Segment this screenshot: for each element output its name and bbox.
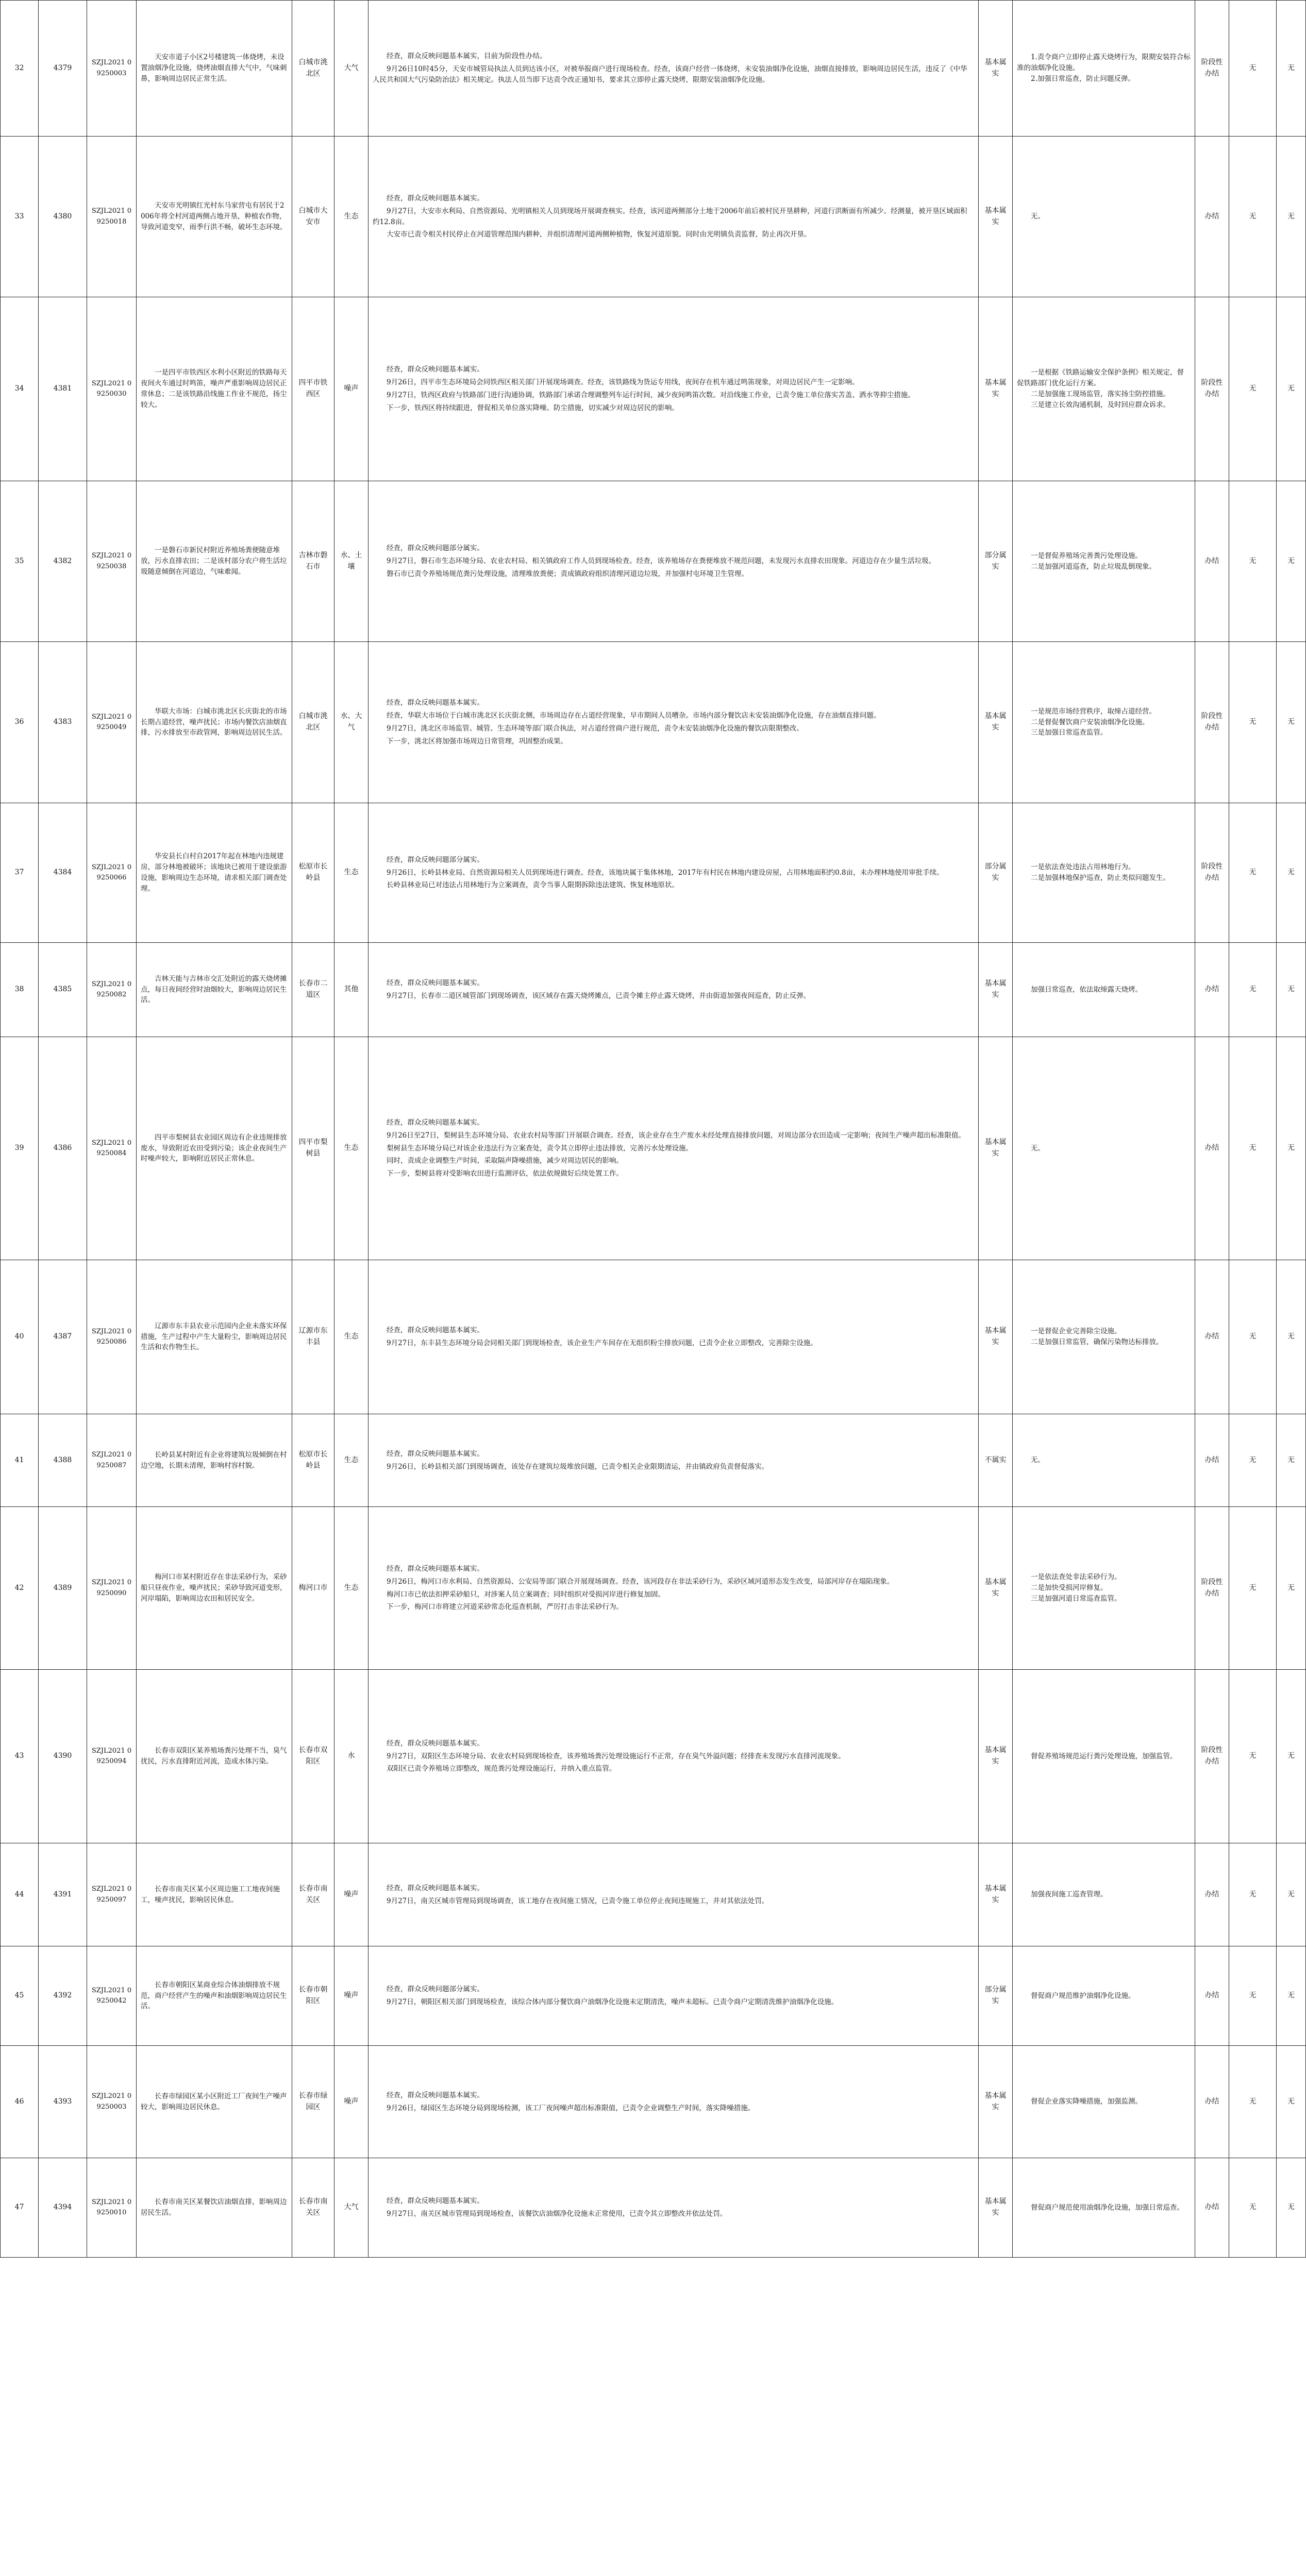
verdict: 基本属实 bbox=[979, 1670, 1013, 1843]
table-row bbox=[1, 2158, 1306, 2258]
completion-status: 办结 bbox=[1195, 1260, 1229, 1414]
row-number: 34 bbox=[1, 297, 39, 481]
investigation-paragraph: 9月26日10时45分，天安市城管局执法人员到达该小区，对被举报商户进行现场检查。经查，该商户经营一体烧烤，未安装油烟净化设施，油烟直接排放，影响周边居民生活，违反了《中华人民共和国大气污染防治法》相关规定。执法人员当即下达责令改正通知书，要求其立即停止露天烧烤，限期安装油烟净化设施。 bbox=[373, 65, 967, 84]
investigation-result bbox=[369, 481, 979, 642]
case-id: 4386 bbox=[39, 1037, 87, 1260]
follow-up: 无 bbox=[1277, 297, 1306, 481]
verdict: 基本属实 bbox=[979, 642, 1013, 803]
case-code: SZJL2021 09250082 bbox=[87, 943, 137, 1037]
rectification-paragraph: 一是规范市场经营秩序，取缔占道经营。 bbox=[1031, 707, 1156, 716]
accountability: 无 bbox=[1229, 1037, 1277, 1260]
complaint-text: 长春市南关区某小区周边施工工地夜间施工，噪声扰民，影响居民休息。 bbox=[141, 1885, 280, 1904]
investigation-paragraph: 9月26日至27日，梨树县生态环境分局、农业农村局等部门开展联合调查。经查，该企业存在生产废水未经处理直接排放问题，对周边部分农田造成一定影响；夜间生产噪声超出标准限值。 bbox=[387, 1131, 965, 1140]
investigation-paragraph: 经查，群众反映问题基本属实。 bbox=[387, 194, 484, 202]
complaint-content bbox=[137, 1670, 292, 1843]
case-code: SZJL2021 09250090 bbox=[87, 1507, 137, 1670]
verdict: 基本属实 bbox=[979, 1037, 1013, 1260]
accountability: 无 bbox=[1229, 137, 1277, 297]
case-id: 4387 bbox=[39, 1260, 87, 1414]
case-code: SZJL2021 09250030 bbox=[87, 297, 137, 481]
investigation-paragraph: 长岭县林业局已对违法占用林地行为立案调查，责令当事人限期拆除违法建筑、恢复林地原状。 bbox=[387, 881, 679, 890]
completion-status: 阶段性办结 bbox=[1195, 1507, 1229, 1670]
investigation-paragraph: 9月27日，大安市水利局、自然资源局、光明镇相关人员到现场开展调查核实。经查，该河道两侧部分土地于2006年前后被村民开垦耕种，河道行洪断面有所减少。经测量，被开垦区域面积约12.8亩。 bbox=[373, 207, 967, 226]
table-row bbox=[1, 297, 1306, 481]
complaint-text: 辽源市东丰县农业示范园内企业未落实环保措施，生产过程中产生大量粉尘，影响周边居民生活和农作物生长。 bbox=[141, 1321, 287, 1352]
complaint-content bbox=[137, 2046, 292, 2158]
case-code: SZJL2021 09250018 bbox=[87, 137, 137, 297]
administrative-area: 吉林市磐石市 bbox=[292, 481, 334, 642]
complaint-text: 四平市梨树县农业园区周边有企业违规排放废水，导致附近农田受到污染；该企业夜间生产时噪声较大，影响附近居民正常休息。 bbox=[141, 1133, 287, 1163]
investigation-paragraph: 9月26日，长岭县相关部门到现场调查，该处存在建筑垃圾堆放问题，已责令相关企业限期清运，并由镇政府负责督促落实。 bbox=[387, 1462, 769, 1471]
case-id: 4392 bbox=[39, 1946, 87, 2046]
investigation-paragraph: 经查，群众反映问题基本属实。 bbox=[387, 365, 484, 374]
table-row bbox=[1, 1037, 1306, 1260]
row-number: 44 bbox=[1, 1843, 39, 1946]
follow-up: 无 bbox=[1277, 481, 1306, 642]
verdict: 基本属实 bbox=[979, 2046, 1013, 2158]
investigation-paragraph: 梨树县生态环境分局已对该企业违法行为立案查处，责令其立即停止违法排放，完善污水处理设施。 bbox=[387, 1144, 693, 1153]
complaint-content bbox=[137, 642, 292, 803]
complaint-text: 长春市双阳区某养殖场粪污处理不当，臭气扰民，污水直排附近河流，造成水体污染。 bbox=[141, 1747, 287, 1766]
verdict: 基本属实 bbox=[979, 1507, 1013, 1670]
table-row bbox=[1, 943, 1306, 1037]
investigation-paragraph: 经查，群众反映问题基本属实。 bbox=[387, 1326, 484, 1335]
complaint-content bbox=[137, 1946, 292, 2046]
investigation-paragraph: 下一步，洮北区将加强市场周边日常管理，巩固整治成果。 bbox=[387, 737, 567, 745]
investigation-result bbox=[369, 943, 979, 1037]
table-row bbox=[1, 1414, 1306, 1507]
investigation-paragraph: 经查，群众反映问题基本属实。 bbox=[387, 1739, 484, 1748]
administrative-area: 白城市洮北区 bbox=[292, 642, 334, 803]
verdict: 基本属实 bbox=[979, 2158, 1013, 2258]
case-id: 4388 bbox=[39, 1414, 87, 1507]
investigation-paragraph: 双阳区已责令养殖场立即整改，规范粪污处理设施运行，并纳入重点监管。 bbox=[387, 1765, 616, 1773]
accountability: 无 bbox=[1229, 1, 1277, 137]
follow-up: 无 bbox=[1277, 1843, 1306, 1946]
rectification-paragraph: 三是建立长效沟通机制，及时回应群众诉求。 bbox=[1031, 400, 1170, 409]
investigation-paragraph: 大安市已责令相关村民停止在河道管理范围内耕种，并组织清理河道两侧种植物，恢复河道原貌。同时由光明镇负责监督，防止再次开垦。 bbox=[387, 230, 811, 239]
follow-up: 无 bbox=[1277, 1260, 1306, 1414]
rectification-paragraph: 一是依法查处违法占用林地行为。 bbox=[1031, 863, 1135, 872]
investigation-paragraph: 9月27日，南关区城市管理局到现场检查，该餐饮店油烟净化设施未正常使用，已责令其立即整改并依法处罚。 bbox=[387, 2210, 727, 2218]
rectification-measures bbox=[1013, 297, 1195, 481]
table-row bbox=[1, 137, 1306, 297]
complaint-text: 吉林天能与吉林市交汇处附近的露天烧烤摊点，每日夜间经营时油烟较大，影响周边居民生活。 bbox=[141, 974, 287, 1005]
rectification-paragraph: 督促商户规范维护油烟净化设施。 bbox=[1031, 1991, 1135, 2000]
rectification-paragraph: 一是督促养殖场完善粪污处理设施。 bbox=[1031, 551, 1142, 560]
complaint-content bbox=[137, 2158, 292, 2258]
complaint-text: 天安市道子小区2号楼建筑一体烧烤，未设置油烟净化设施，烧烤油烟直排大气中，气味刺鼻，影响周边居民正常生活。 bbox=[141, 53, 287, 83]
pollution-type: 生态 bbox=[334, 137, 369, 297]
row-number: 46 bbox=[1, 2046, 39, 2158]
rectification-measures bbox=[1013, 2046, 1195, 2158]
table-row bbox=[1, 1507, 1306, 1670]
investigation-result bbox=[369, 1414, 979, 1507]
complaint-text: 一是四平市铁西区水利小区附近的铁路每天夜间火车通过时鸣笛，噪声严重影响周边居民正常休息；二是该铁路沿线施工作业不规范，扬尘较大。 bbox=[141, 368, 287, 409]
investigation-paragraph: 经查，群众反映问题部分属实。 bbox=[387, 544, 484, 553]
administrative-area: 梅河口市 bbox=[292, 1507, 334, 1670]
case-id: 4393 bbox=[39, 2046, 87, 2158]
investigation-paragraph: 9月26日，梅河口市水利局、自然资源局、公安局等部门联合开展现场调查。经查，该河段存在非法采砂行为，采砂区域河道形态发生改变，局部河岸存在塌陷现象。 bbox=[387, 1577, 894, 1586]
case-code: SZJL2021 09250010 bbox=[87, 2158, 137, 2258]
row-number: 35 bbox=[1, 481, 39, 642]
complaint-content bbox=[137, 1414, 292, 1507]
rectification-measures bbox=[1013, 2158, 1195, 2258]
investigation-paragraph: 磐石市已责令养殖场规范粪污处理设施，清理堆放粪便；责成镇政府组织清理河道边垃圾，并加强村屯环境卫生管理。 bbox=[387, 569, 748, 578]
investigation-paragraph: 9月27日，洮北区市场监管、城管、生态环境等部门联合执法，对占道经营商户进行规范，责令未安装油烟净化设施的餐饮店限期整改。 bbox=[387, 724, 803, 733]
investigation-result bbox=[369, 297, 979, 481]
accountability: 无 bbox=[1229, 2158, 1277, 2258]
investigation-result bbox=[369, 1507, 979, 1670]
pollution-type: 生态 bbox=[334, 1260, 369, 1414]
follow-up: 无 bbox=[1277, 803, 1306, 943]
complaint-text: 长春市朝阳区某商业综合体油烟排放不规范，商户经营产生的噪声和油烟影响周边居民生活。 bbox=[141, 1980, 287, 2011]
verdict: 基本属实 bbox=[979, 297, 1013, 481]
row-number: 45 bbox=[1, 1946, 39, 2046]
rectification-measures bbox=[1013, 1414, 1195, 1507]
complaint-text: 长岭县某村附近有企业将建筑垃圾倾倒在村边空地，长期未清理，影响村容村貌。 bbox=[141, 1450, 287, 1470]
row-number: 47 bbox=[1, 2158, 39, 2258]
completion-status: 办结 bbox=[1195, 2158, 1229, 2258]
complaint-content bbox=[137, 481, 292, 642]
complaint-text: 长春市南关区某餐饮店油烟直排，影响周边居民生活。 bbox=[141, 2198, 287, 2217]
administrative-area: 四平市梨树县 bbox=[292, 1037, 334, 1260]
rectification-paragraph: 一是督促企业完善除尘设施。 bbox=[1031, 1327, 1121, 1336]
investigation-paragraph: 经查，群众反映问题基本属实。 bbox=[387, 1449, 484, 1458]
completion-status: 办结 bbox=[1195, 1843, 1229, 1946]
rectification-measures bbox=[1013, 1507, 1195, 1670]
completion-status: 办结 bbox=[1195, 481, 1229, 642]
row-number: 40 bbox=[1, 1260, 39, 1414]
case-id: 4390 bbox=[39, 1670, 87, 1843]
follow-up: 无 bbox=[1277, 1507, 1306, 1670]
verdict: 部分属实 bbox=[979, 1946, 1013, 2046]
administrative-area: 四平市铁西区 bbox=[292, 297, 334, 481]
investigation-result bbox=[369, 1, 979, 137]
case-id: 4382 bbox=[39, 481, 87, 642]
follow-up: 无 bbox=[1277, 2046, 1306, 2158]
pollution-type: 生态 bbox=[334, 1037, 369, 1260]
table-row bbox=[1, 642, 1306, 803]
rectification-measures bbox=[1013, 1037, 1195, 1260]
investigation-paragraph: 9月27日，铁西区政府与铁路部门进行沟通协调，铁路部门承诺合理调整列车运行时间，减少夜间鸣笛次数。对沿线施工作业，已责令施工单位落实苫盖、洒水等抑尘措施。 bbox=[387, 391, 915, 399]
case-code: SZJL2021 09250066 bbox=[87, 803, 137, 943]
table-row bbox=[1, 2046, 1306, 2158]
case-id: 4380 bbox=[39, 137, 87, 297]
accountability: 无 bbox=[1229, 1843, 1277, 1946]
completion-status: 办结 bbox=[1195, 1414, 1229, 1507]
administrative-area: 长春市双阳区 bbox=[292, 1670, 334, 1843]
investigation-paragraph: 梅河口市已依法扣押采砂船只，对涉案人员立案调查；同时组织对受损河岸进行修复加固。 bbox=[387, 1590, 665, 1599]
table-row bbox=[1, 1670, 1306, 1843]
investigation-paragraph: 9月26日，长岭县林业局、自然资源局相关人员到现场进行调查。经查，该地块属于集体林地，2017年有村民在林地内建设房屋，占用林地面积约0.8亩，未办理林地使用审批手续。 bbox=[387, 868, 944, 877]
case-code: SZJL2021 09250086 bbox=[87, 1260, 137, 1414]
rectification-paragraph: 无。 bbox=[1031, 1456, 1045, 1465]
rectification-paragraph: 二是加强河道巡查，防止垃圾乱倒现象。 bbox=[1031, 562, 1156, 571]
pollution-type: 噪声 bbox=[334, 1843, 369, 1946]
case-id: 4384 bbox=[39, 803, 87, 943]
pollution-type: 水、大气 bbox=[334, 642, 369, 803]
follow-up: 无 bbox=[1277, 1414, 1306, 1507]
pollution-type: 水、土壤 bbox=[334, 481, 369, 642]
complaint-text: 梅河口市某村附近存在非法采砂行为，采砂船只昼夜作业，噪声扰民；采砂导致河道变形，河岸塌陷，影响周边农田和居民安全。 bbox=[141, 1573, 287, 1603]
complaint-content bbox=[137, 1260, 292, 1414]
case-id: 4383 bbox=[39, 642, 87, 803]
rectification-measures bbox=[1013, 1260, 1195, 1414]
pollution-type: 噪声 bbox=[334, 2046, 369, 2158]
administrative-area: 长春市绿园区 bbox=[292, 2046, 334, 2158]
pollution-type: 生态 bbox=[334, 1507, 369, 1670]
table-row bbox=[1, 1260, 1306, 1414]
rectification-measures bbox=[1013, 481, 1195, 642]
investigation-paragraph: 9月27日，双阳区生态环境分局、农业农村局到现场检查，该养殖场粪污处理设施运行不正常，存在臭气外溢问题；经排查未发现污水直排河流现象。 bbox=[387, 1752, 845, 1760]
verdict: 部分属实 bbox=[979, 481, 1013, 642]
verdict: 基本属实 bbox=[979, 1843, 1013, 1946]
table-row bbox=[1, 1843, 1306, 1946]
investigation-result bbox=[369, 642, 979, 803]
investigation-result bbox=[369, 1946, 979, 2046]
row-number: 33 bbox=[1, 137, 39, 297]
case-code: SZJL2021 09250084 bbox=[87, 1037, 137, 1260]
administrative-area: 白城市洮北区 bbox=[292, 1, 334, 137]
case-code: SZJL2021 09250038 bbox=[87, 481, 137, 642]
investigation-paragraph: 经查，群众反映问题基本属实。 bbox=[387, 1884, 484, 1892]
investigation-result bbox=[369, 2046, 979, 2158]
rectification-paragraph: 二是加强林地保护巡查，防止类似问题发生。 bbox=[1031, 874, 1170, 882]
investigation-paragraph: 9月26日，绿园区生态环境分局到现场检测，该工厂夜间噪声超出标准限值，已责令企业调整生产时间，落实降噪措施。 bbox=[387, 2104, 755, 2112]
complaint-content bbox=[137, 1, 292, 137]
rectification-measures bbox=[1013, 1946, 1195, 2046]
rectification-paragraph: 二是加快受损河岸修复。 bbox=[1031, 1584, 1108, 1592]
investigation-paragraph: 9月27日，朝阳区相关部门到现场检查，该综合体内部分餐饮商户油烟净化设施未定期清洗，噪声未超标。已责令商户定期清洗维护油烟净化设施。 bbox=[387, 1998, 839, 2006]
accountability: 无 bbox=[1229, 2046, 1277, 2158]
rectification-measures bbox=[1013, 1670, 1195, 1843]
accountability: 无 bbox=[1229, 1670, 1277, 1843]
administrative-area: 白城市大安市 bbox=[292, 137, 334, 297]
case-code: SZJL2021 09250049 bbox=[87, 642, 137, 803]
table-row bbox=[1, 1, 1306, 137]
verdict: 不属实 bbox=[979, 1414, 1013, 1507]
row-number: 43 bbox=[1, 1670, 39, 1843]
investigation-result bbox=[369, 1843, 979, 1946]
accountability: 无 bbox=[1229, 297, 1277, 481]
investigation-paragraph: 经查，群众反映问题基本属实。 bbox=[387, 2197, 484, 2206]
rectification-paragraph: 一是根据《铁路运输安全保护条例》相关规定，督促铁路部门优化运行方案。 bbox=[1017, 368, 1184, 388]
investigation-paragraph: 9月26日，四平市生态环境局会同铁西区相关部门开展现场调查。经查，该铁路线为货运专用线，夜间存在机车通过鸣笛现象，对周边居民产生一定影响。 bbox=[387, 378, 859, 387]
row-number: 41 bbox=[1, 1414, 39, 1507]
complaint-text: 华联大市场：白城市洮北区长庆街北的市场长期占道经营，噪声扰民；市场内餐饮店油烟直排，污水排放至市政管网，影响周边居民生活。 bbox=[141, 707, 287, 737]
completion-status: 阶段性办结 bbox=[1195, 642, 1229, 803]
rectification-paragraph: 督促商户规范使用油烟净化设施，加强日常巡查。 bbox=[1031, 2203, 1184, 2212]
completion-status: 阶段性办结 bbox=[1195, 297, 1229, 481]
investigation-result bbox=[369, 803, 979, 943]
case-id: 4385 bbox=[39, 943, 87, 1037]
investigation-paragraph: 9月27日，南关区城市管理局到现场调查，该工地存在夜间施工情况，已责令施工单位停止夜间违规施工，并对其依法处罚。 bbox=[387, 1896, 769, 1905]
verdict: 基本属实 bbox=[979, 137, 1013, 297]
investigation-result bbox=[369, 1670, 979, 1843]
rectification-measures bbox=[1013, 137, 1195, 297]
administrative-area: 长春市二道区 bbox=[292, 943, 334, 1037]
rectification-paragraph: 一是依法查处非法采砂行为。 bbox=[1031, 1573, 1121, 1582]
pollution-type: 噪声 bbox=[334, 297, 369, 481]
case-code: SZJL2021 09250003 bbox=[87, 1, 137, 137]
rectification-measures bbox=[1013, 943, 1195, 1037]
table-row bbox=[1, 803, 1306, 943]
completion-status: 办结 bbox=[1195, 2046, 1229, 2158]
rectification-paragraph: 1.责令商户立即停止露天烧烤行为，限期安装符合标准的油烟净化设施。 bbox=[1017, 53, 1191, 73]
verdict: 基本属实 bbox=[979, 1260, 1013, 1414]
pollution-type: 大气 bbox=[334, 1, 369, 137]
rectification-paragraph: 加强日常巡查，依法取缔露天烧烤。 bbox=[1031, 985, 1142, 994]
rectification-measures bbox=[1013, 803, 1195, 943]
row-number: 38 bbox=[1, 943, 39, 1037]
case-code: SZJL2021 09250094 bbox=[87, 1670, 137, 1843]
case-id: 4394 bbox=[39, 2158, 87, 2258]
rectification-measures bbox=[1013, 1843, 1195, 1946]
complaint-content bbox=[137, 943, 292, 1037]
pollution-type: 生态 bbox=[334, 1414, 369, 1507]
case-id: 4389 bbox=[39, 1507, 87, 1670]
row-number: 42 bbox=[1, 1507, 39, 1670]
rectification-paragraph: 二是加强施工现场监管，落实扬尘防控措施。 bbox=[1031, 390, 1170, 398]
accountability: 无 bbox=[1229, 481, 1277, 642]
investigation-paragraph: 9月27日，东丰县生态环境分局会同相关部门到现场检查，该企业生产车间存在无组织粉尘排放问题，已责令企业立即整改，完善除尘设施。 bbox=[387, 1339, 817, 1347]
pollution-type: 生态 bbox=[334, 803, 369, 943]
accountability: 无 bbox=[1229, 1260, 1277, 1414]
investigation-paragraph: 经查，群众反映问题基本属实。 bbox=[387, 2091, 484, 2099]
rectification-paragraph: 二是加强日常监管，确保污染物达标排放。 bbox=[1031, 1338, 1163, 1346]
row-number: 37 bbox=[1, 803, 39, 943]
rectification-measures bbox=[1013, 1, 1195, 137]
case-id: 4379 bbox=[39, 1, 87, 137]
investigation-paragraph: 经查，群众反映问题部分属实。 bbox=[387, 1985, 484, 1994]
completion-status: 阶段性办结 bbox=[1195, 1670, 1229, 1843]
table-row bbox=[1, 1946, 1306, 2046]
pollution-type: 大气 bbox=[334, 2158, 369, 2258]
complaint-content bbox=[137, 803, 292, 943]
table-body bbox=[1, 1, 1306, 2258]
follow-up: 无 bbox=[1277, 1946, 1306, 2046]
row-number: 36 bbox=[1, 642, 39, 803]
case-code: SZJL2021 09250087 bbox=[87, 1414, 137, 1507]
complaint-text: 一是磐石市新民村附近养殖场粪便随意堆放，污水直排农田；二是该村部分农户将生活垃圾随意倾倒在河道边，气味难闻。 bbox=[141, 546, 287, 576]
administrative-area: 长春市朝阳区 bbox=[292, 1946, 334, 2046]
follow-up: 无 bbox=[1277, 1037, 1306, 1260]
table-row bbox=[1, 481, 1306, 642]
complaint-content bbox=[137, 297, 292, 481]
accountability: 无 bbox=[1229, 803, 1277, 943]
investigation-paragraph: 经查，群众反映问题基本属实。 bbox=[387, 1564, 484, 1573]
investigation-paragraph: 经查，群众反映问题基本属实，目前为阶段性办结。 bbox=[387, 52, 547, 61]
complaint-content bbox=[137, 1507, 292, 1670]
case-code: SZJL2021 09250003 bbox=[87, 2046, 137, 2158]
rectification-paragraph: 二是督促餐饮商户安装油烟净化设施。 bbox=[1031, 718, 1149, 726]
rectification-paragraph: 2.加强日常巡查，防止问题反弹。 bbox=[1031, 74, 1135, 83]
rectification-paragraph: 三是加强日常巡查监管。 bbox=[1031, 728, 1108, 737]
completion-status: 办结 bbox=[1195, 137, 1229, 297]
pollution-type: 噪声 bbox=[334, 1946, 369, 2046]
accountability: 无 bbox=[1229, 1946, 1277, 2046]
follow-up: 无 bbox=[1277, 2158, 1306, 2258]
case-code: SZJL2021 09250097 bbox=[87, 1843, 137, 1946]
complaint-text: 长春市绿园区某小区附近工厂夜间生产噪声较大，影响周边居民休息。 bbox=[141, 2092, 287, 2111]
investigation-paragraph: 下一步，梨树县将对受影响农田进行监测评估，依法依规做好后续处置工作。 bbox=[387, 1170, 623, 1178]
rectification-measures bbox=[1013, 642, 1195, 803]
rectification-paragraph: 三是加强河道日常巡查监管。 bbox=[1031, 1594, 1121, 1603]
investigation-paragraph: 经查，群众反映问题基本属实。 bbox=[387, 979, 484, 988]
accountability: 无 bbox=[1229, 1507, 1277, 1670]
investigation-paragraph: 经查，群众反映问题基本属实。 bbox=[387, 1118, 484, 1127]
accountability: 无 bbox=[1229, 1414, 1277, 1507]
investigation-paragraph: 经查，群众反映问题基本属实。 bbox=[387, 699, 484, 707]
completion-status: 办结 bbox=[1195, 943, 1229, 1037]
case-code: SZJL2021 09250042 bbox=[87, 1946, 137, 2046]
completion-status: 办结 bbox=[1195, 1946, 1229, 2046]
rectification-paragraph: 督促养殖场规范运行粪污处理设施，加强监管。 bbox=[1031, 1752, 1177, 1760]
administrative-area: 长春市南关区 bbox=[292, 1843, 334, 1946]
verdict: 基本属实 bbox=[979, 943, 1013, 1037]
accountability: 无 bbox=[1229, 642, 1277, 803]
administrative-area: 辽源市东丰县 bbox=[292, 1260, 334, 1414]
completion-status: 阶段性办结 bbox=[1195, 803, 1229, 943]
investigation-paragraph: 经查，华联大市场位于白城市洮北区长庆街北侧，市场周边存在占道经营现象，早市期间人员嘈杂。市场内部分餐饮店未安装油烟净化设施，存在油烟直排问题。 bbox=[387, 711, 881, 720]
follow-up: 无 bbox=[1277, 1, 1306, 137]
completion-status: 办结 bbox=[1195, 1037, 1229, 1260]
administrative-area: 松原市长岭县 bbox=[292, 1414, 334, 1507]
investigation-paragraph: 9月27日，长春市二道区城管部门到现场调查，该区域存在露天烧烤摊点，已责令摊主停止露天烧烤，并由街道加强夜间巡查，防止反弹。 bbox=[387, 992, 811, 1000]
case-id: 4391 bbox=[39, 1843, 87, 1946]
verdict: 部分属实 bbox=[979, 803, 1013, 943]
investigation-result bbox=[369, 1037, 979, 1260]
accountability: 无 bbox=[1229, 943, 1277, 1037]
pollution-type: 其他 bbox=[334, 943, 369, 1037]
investigation-paragraph: 同时，责成企业调整生产时间，采取隔声降噪措施，减少对周边居民的影响。 bbox=[387, 1157, 623, 1165]
follow-up: 无 bbox=[1277, 642, 1306, 803]
complaint-content bbox=[137, 137, 292, 297]
rectification-paragraph: 无。 bbox=[1031, 1144, 1045, 1153]
investigation-paragraph: 下一步，铁西区将持续跟进，督促相关单位落实降噪、防尘措施，切实减少对周边居民的影响。 bbox=[387, 403, 679, 412]
completion-status: 阶段性办结 bbox=[1195, 1, 1229, 137]
investigation-paragraph: 经查，群众反映问题部分属实。 bbox=[387, 855, 484, 864]
investigation-result bbox=[369, 137, 979, 297]
complaint-text: 华安县长白村自2017年起在林地内违规建房，部分林地被破坏；该地块已被用于建设旅游设施，影响周边生态环境，请求相关部门调查处理。 bbox=[141, 852, 287, 893]
investigation-paragraph: 9月27日，磐石市生态环境分局、农业农村局、相关镇政府工作人员到现场检查。经查，该养殖场存在粪便堆放不规范问题，未发现污水直排农田现象。河道边存在少量生活垃圾。 bbox=[387, 557, 936, 566]
investigation-result bbox=[369, 1260, 979, 1414]
complaint-content bbox=[137, 1037, 292, 1260]
administrative-area: 长春市南关区 bbox=[292, 2158, 334, 2258]
complaint-content bbox=[137, 1843, 292, 1946]
pollution-type: 水 bbox=[334, 1670, 369, 1843]
rectification-paragraph: 无。 bbox=[1031, 212, 1045, 221]
follow-up: 无 bbox=[1277, 1670, 1306, 1843]
case-id: 4381 bbox=[39, 297, 87, 481]
verdict: 基本属实 bbox=[979, 1, 1013, 137]
rectification-paragraph: 督促企业落实降噪措施，加强监测。 bbox=[1031, 2097, 1142, 2106]
row-number: 32 bbox=[1, 1, 39, 137]
follow-up: 无 bbox=[1277, 943, 1306, 1037]
follow-up: 无 bbox=[1277, 137, 1306, 297]
row-number: 39 bbox=[1, 1037, 39, 1260]
complaint-text: 天安市光明镇红光村东马家营屯有居民于2006年将全村河道两侧占地开垦，种植农作物，导致河道变窄，雨季行洪不畅，破坏生态环境。 bbox=[141, 201, 287, 231]
investigation-result bbox=[369, 2158, 979, 2258]
investigation-paragraph: 下一步，梅河口市将建立河道采砂常态化巡查机制，严厉打击非法采砂行为。 bbox=[387, 1603, 623, 1612]
administrative-area: 松原市长岭县 bbox=[292, 803, 334, 943]
rectification-paragraph: 加强夜间施工巡查管理。 bbox=[1031, 1890, 1108, 1899]
